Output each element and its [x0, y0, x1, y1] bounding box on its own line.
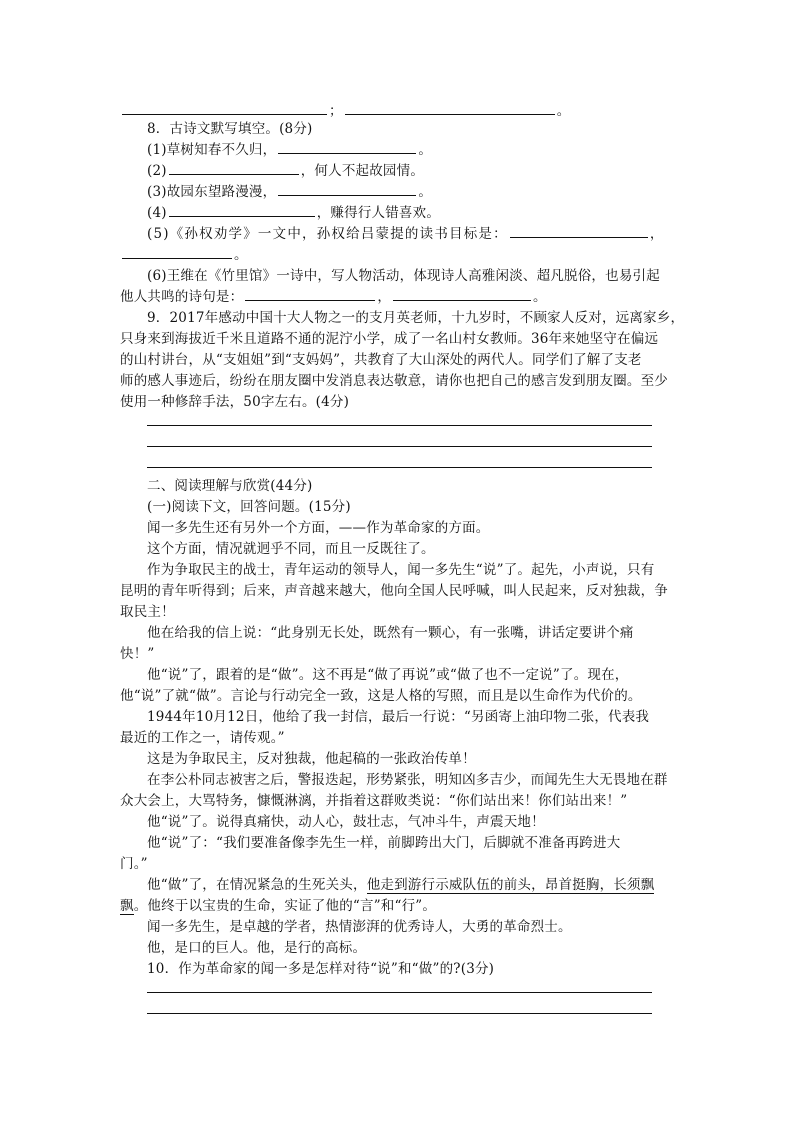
q10-answer-line-1[interactable] — [147, 992, 652, 993]
passage-p3-line2: 昆明的青年听得到；后来，声音越来越大，他向全国人民呼喊，叫人民起来，反对独裁，争 — [120, 583, 668, 599]
answer-blank[interactable] — [169, 160, 299, 175]
passage-p9: 他“说”了。说得真痛快，动人心，鼓壮志，气冲斗牛，声震天地！ — [147, 814, 545, 830]
passage-p8-line2: 众大会上，大骂特务，慷慨淋漓，并指着这群败类说：“你们站出来！你们站出来！” — [120, 793, 628, 809]
passage-p11-line1: 他“做”了，在情况紧急的生死关头，他走到游行示威队伍的前头，昂首挺胸，长须飘 — [147, 877, 655, 893]
q8-item-2: (2) ，何人不起故园情。 — [147, 160, 424, 182]
answer-blank[interactable] — [510, 223, 648, 238]
q8-item-6-line1: (6)王维在《竹里馆》一诗中，写人物活动，体现诗人高雅闲淡、超凡脱俗，也易引起 — [147, 268, 660, 284]
passage-p10-line2: 门。” — [120, 856, 148, 872]
answer-blank[interactable] — [122, 244, 232, 259]
answer-blank[interactable] — [122, 100, 327, 115]
passage-p11-line2: 飘。他终于以宝贵的生命，实证了他的“言”和“行”。 — [120, 898, 437, 914]
q8-item-5: (5)《孙权劝学》一文中，孙权给吕蒙提的读书目标是： ， — [147, 223, 665, 245]
passage-p3-line3: 取民主！ — [120, 604, 175, 620]
passage-p3-line1: 作为争取民主的战士，青年运动的领导人，闻一多先生“说”了。起先，小声说，只有 — [147, 562, 655, 578]
answer-blank[interactable] — [278, 181, 416, 196]
q9-line-3: 的山村讲台，从“支姐姐”到“支妈妈”，共教育了大山深处的两代人。同学们了解了支老 — [120, 352, 642, 368]
q9-answer-line-1[interactable] — [147, 425, 652, 426]
q8-title: 8．古诗文默写填空。(8分) — [147, 121, 313, 137]
passage-p10-line1: 他“说”了：“我们要准备像李先生一样，前脚跨出大门，后脚就不准备再跨进大 — [147, 835, 621, 851]
passage-p4-line1: 他在给我的信上说：“此身别无长处，既然有一颗心，有一张嘴，讲话定要讲个痛 — [147, 625, 634, 641]
q8-item-6-line2: 他人共鸣的诗句是： ， 。 — [120, 286, 547, 308]
underlined-sentence: 他走到游行示威队伍的前头，昂首挺胸，长须飘 — [366, 877, 655, 893]
q8-item-4: (4) ，赚得行人错喜欢。 — [147, 202, 440, 224]
passage-p5-line1: 他“说”了，跟着的是“做”。这不再是“做了再说”或“做了也不一定说”了。现在， — [147, 667, 629, 683]
q9-line-5: 使用一种修辞手法，50字左右。(4分) — [120, 394, 350, 410]
section-2-title: 二、阅读理解与欣赏(44分) — [147, 478, 313, 494]
passage-p1: 闻一多先生还有另外一个方面，——作为革命家的方面。 — [147, 520, 490, 536]
passage-p6-line2: 最近的工作之一，请传观。” — [120, 730, 285, 746]
answer-blank[interactable] — [245, 286, 375, 301]
answer-blank[interactable] — [278, 139, 416, 154]
section-2-subtitle: (一)阅读下文，回答问题。(15分) — [147, 499, 351, 515]
passage-p6-line1: 1944年10月12日，他给了我一封信，最后一行说：“另函寄上油印物二张，代表我 — [147, 709, 650, 725]
q9-line-4: 师的感人事迹后，纷纷在朋友圈中发消息表达敬意，请你也把自己的感言发到朋友圈。至少 — [120, 373, 668, 389]
top-answer-line: ； 。 — [120, 100, 570, 122]
passage-p13: 他，是口的巨人。他，是行的高标。 — [147, 940, 367, 956]
q9-line-2: 只身来到海拔近千米且道路不通的泥泞小学，成了一名山村女教师。36年来她坚守在偏远 — [120, 331, 659, 347]
answer-blank[interactable] — [393, 286, 531, 301]
passage-p4-line2: 快！” — [120, 646, 155, 662]
q8-item-3: (3)故园东望路漫漫， 。 — [147, 181, 432, 203]
passage-p12: 闻一多先生，是卓越的学者，热情澎湃的优秀诗人，大勇的革命烈士。 — [147, 919, 572, 935]
q9-line-1: 9．2017年感动中国十大人物之一的支月英老师，十九岁时，不顾家人反对，远离家乡， — [147, 310, 685, 326]
passage-p5-line2: 他“说”了就“做”。言论与行动完全一致，这是人格的写照，而且是以生命作为代价的。 — [120, 688, 642, 704]
underlined-sentence-end: 飘 — [120, 898, 134, 914]
passage-p8-line1: 在李公朴同志被害之后，警报迭起，形势紧张，明知凶多吉少，而闻先生大无畏地在群 — [147, 772, 668, 788]
q10-title: 10．作为革命家的闻一多是怎样对待“说”和“做”的?(3分) — [147, 961, 495, 977]
q8-item-5-cont: 。 — [120, 244, 248, 266]
q10-answer-line-2[interactable] — [147, 1013, 652, 1014]
answer-blank[interactable] — [169, 202, 315, 217]
answer-blank[interactable] — [345, 100, 555, 115]
passage-p2: 这个方面，情况就迥乎不同，而且一反既往了。 — [147, 541, 435, 557]
q9-answer-line-3[interactable] — [147, 467, 652, 468]
passage-p7: 这是为争取民主，反对独裁，他起稿的一张政治传单！ — [147, 751, 476, 767]
q9-answer-line-2[interactable] — [147, 446, 652, 447]
q8-item-1: (1)草树知春不久归， 。 — [147, 139, 432, 161]
